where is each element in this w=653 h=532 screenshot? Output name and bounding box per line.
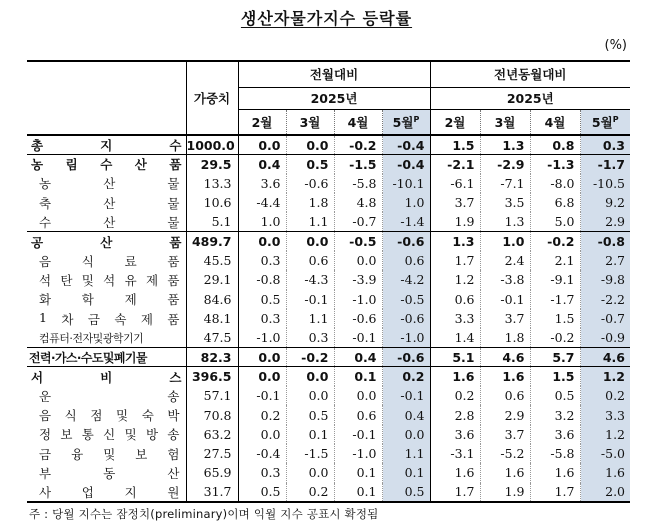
yoy-value-cell: 1.7 (430, 251, 480, 270)
mom-value-cell: -1.0 (334, 290, 382, 309)
table-row (27, 193, 630, 212)
yoy-value-cell: 1.3 (480, 135, 530, 155)
yoy-value-cell: -1.7 (580, 155, 630, 174)
yoy-value-cell: 3.3 (430, 309, 480, 328)
mom-value-cell: 0.0 (286, 386, 334, 405)
row-label: 금 융 및 보 험 (39, 446, 180, 462)
yoy-value-cell: -3.8 (480, 270, 530, 289)
mom-value-cell: 0.4 (238, 155, 286, 174)
table-row (27, 367, 630, 386)
table-row (27, 347, 630, 366)
row-label: 1 차 금 속 제 품 (39, 309, 180, 327)
mom-value-cell: 0.0 (238, 425, 286, 444)
row-label: 수 산 물 (39, 214, 180, 230)
yoy-value-cell: -0.2 (530, 328, 580, 347)
row-label: 화 학 제 품 (39, 292, 180, 308)
table-row (27, 135, 630, 155)
mom-value-cell: -1.0 (382, 328, 430, 347)
mom-value-cell: 0.0 (238, 135, 286, 155)
yoy-value-cell: 1.6 (430, 367, 480, 386)
yoy-value-cell: 0.2 (580, 386, 630, 405)
yoy-value-cell: 1.3 (430, 232, 480, 251)
mom-value-cell: 0.0 (286, 232, 334, 251)
yoy-value-cell: 3.6 (530, 425, 580, 444)
mom-value-cell: 0.3 (286, 328, 334, 347)
yoy-value-cell: 1.5 (530, 367, 580, 386)
header-mom-month-4: 5월$^P$ (382, 109, 430, 135)
mom-value-cell: -0.6 (382, 309, 430, 328)
yoy-value-cell: 0.5 (530, 386, 580, 405)
mom-value-cell: 0.1 (382, 463, 430, 482)
mom-value-cell: 0.6 (382, 251, 430, 270)
row-label: 공 산 품 (27, 232, 186, 251)
yoy-value-cell: 1.0 (480, 232, 530, 251)
table-row (27, 425, 630, 444)
mom-value-cell: 0.0 (238, 347, 286, 366)
mom-value-cell: -3.9 (334, 270, 382, 289)
row-label: 농 림 수 산 품 (27, 155, 186, 174)
yoy-value-cell: 5.0 (530, 212, 580, 231)
preliminary-mark: P (413, 114, 420, 124)
row-label: 컴퓨터·전자및광학기기 (39, 331, 144, 345)
mom-value-cell: -4.4 (238, 193, 286, 212)
yoy-value-cell: 9.2 (580, 193, 630, 212)
yoy-value-cell: 2.9 (480, 405, 530, 424)
yoy-value-cell: 3.6 (430, 425, 480, 444)
table-row (27, 270, 630, 289)
row-label: 사 업 지 원 (27, 483, 186, 502)
ppi-table (27, 60, 630, 503)
yoy-value-cell: 3.7 (480, 309, 530, 328)
mom-value-cell: -0.1 (334, 425, 382, 444)
mom-value-cell: -0.4 (382, 135, 430, 155)
row-label: 농 산 물 (39, 176, 180, 192)
yoy-value-cell: 3.5 (480, 193, 530, 212)
preliminary-mark: P (612, 114, 619, 124)
yoy-value-cell: 2.0 (580, 483, 630, 502)
mom-value-cell: -0.1 (334, 328, 382, 347)
yoy-value-cell: -0.8 (580, 232, 630, 251)
yoy-value-cell: 5.7 (530, 347, 580, 366)
yoy-value-cell: -1.7 (530, 290, 580, 309)
yoy-value-cell: 0.6 (430, 290, 480, 309)
row-label: 운 송 (39, 388, 180, 404)
weight-cell: 29.5 (186, 155, 238, 174)
yoy-value-cell: 1.6 (480, 463, 530, 482)
header-year-yoy: 2025년 (430, 87, 630, 109)
row-label: 음 식 료 품 (39, 253, 180, 269)
row-label: 서 비 스 (27, 367, 186, 386)
yoy-value-cell: -10.5 (580, 174, 630, 193)
table-row (27, 232, 630, 251)
header-mom-month-3: 4월 (334, 109, 382, 135)
mom-value-cell: 1.0 (382, 193, 430, 212)
mom-value-cell: 1.1 (382, 444, 430, 463)
weight-cell: 5.1 (186, 212, 238, 231)
yoy-value-cell: 2.9 (580, 212, 630, 231)
mom-value-cell: -0.1 (238, 386, 286, 405)
header-yoy-month-3: 4월 (530, 109, 580, 135)
mom-value-cell: -4.3 (286, 270, 334, 289)
mom-value-cell: 0.5 (238, 483, 286, 502)
mom-value-cell: 0.1 (334, 367, 382, 386)
table-row (27, 328, 630, 347)
yoy-value-cell: 2.8 (430, 405, 480, 424)
yoy-value-cell: -2.9 (480, 155, 530, 174)
yoy-value-cell: -0.1 (480, 290, 530, 309)
yoy-value-cell: -9.1 (530, 270, 580, 289)
mom-value-cell: 0.5 (286, 405, 334, 424)
header-mom: 전월대비 (238, 61, 430, 87)
weight-cell: 65.9 (186, 463, 238, 482)
yoy-value-cell: -2.2 (580, 290, 630, 309)
weight-cell: 63.2 (186, 425, 238, 444)
yoy-value-cell: 1.2 (430, 270, 480, 289)
yoy-value-cell: 1.6 (530, 463, 580, 482)
mom-value-cell: -10.1 (382, 174, 430, 193)
weight-cell: 396.5 (186, 367, 238, 386)
mom-value-cell: 0.6 (334, 405, 382, 424)
mom-value-cell: 0.0 (334, 251, 382, 270)
footnote: 주 : 당월 지수는 잠정치(preliminary)이며 익월 지수 공표시 확정됨 (29, 507, 379, 521)
mom-value-cell: 0.1 (286, 425, 334, 444)
table-row (27, 290, 630, 309)
mom-value-cell: 0.3 (238, 309, 286, 328)
mom-value-cell: 1.8 (286, 193, 334, 212)
table-row (27, 174, 630, 193)
mom-value-cell: -1.0 (334, 444, 382, 463)
mom-value-cell: 0.0 (334, 386, 382, 405)
mom-value-cell: 0.6 (286, 251, 334, 270)
mom-value-cell: 1.0 (238, 212, 286, 231)
mom-value-cell: 0.0 (286, 463, 334, 482)
mom-value-cell: -0.5 (382, 290, 430, 309)
mom-value-cell: -0.5 (334, 232, 382, 251)
mom-value-cell: -0.8 (238, 270, 286, 289)
header-yoy: 전년동월대비 (430, 61, 630, 87)
mom-value-cell: -0.6 (382, 232, 430, 251)
weight-cell: 29.1 (186, 270, 238, 289)
mom-value-cell: -0.6 (334, 309, 382, 328)
yoy-value-cell: -7.1 (480, 174, 530, 193)
weight-cell: 45.5 (186, 251, 238, 270)
header-mom-month-2: 3월 (286, 109, 334, 135)
row-label: 전력·가스·수도및폐기물 (27, 347, 186, 366)
yoy-value-cell: 2.4 (480, 251, 530, 270)
mom-value-cell: -1.4 (382, 212, 430, 231)
yoy-value-cell: 3.2 (530, 405, 580, 424)
yoy-value-cell: -5.2 (480, 444, 530, 463)
yoy-value-cell: 1.7 (430, 483, 480, 502)
mom-value-cell: -0.7 (334, 212, 382, 231)
yoy-value-cell: -0.2 (530, 232, 580, 251)
header-year-mom: 2025년 (238, 87, 430, 109)
yoy-value-cell: 1.6 (430, 463, 480, 482)
yoy-value-cell: 4.6 (480, 347, 530, 366)
weight-cell: 489.7 (186, 232, 238, 251)
mom-value-cell: 0.2 (382, 367, 430, 386)
yoy-value-cell: 3.3 (580, 405, 630, 424)
mom-value-cell: 0.0 (238, 232, 286, 251)
yoy-value-cell: -0.7 (580, 309, 630, 328)
page-title: 생산자물가지수 등락률 (240, 9, 413, 28)
weight-cell: 82.3 (186, 347, 238, 366)
mom-value-cell: 0.2 (238, 405, 286, 424)
yoy-value-cell: -6.1 (430, 174, 480, 193)
mom-value-cell: 0.5 (238, 290, 286, 309)
table-row (27, 251, 630, 270)
mom-value-cell: -0.4 (238, 444, 286, 463)
yoy-value-cell: 0.3 (580, 135, 630, 155)
yoy-value-cell: 2.1 (530, 251, 580, 270)
header-yoy-month-4: 5월$^P$ (580, 109, 630, 135)
weight-cell: 10.6 (186, 193, 238, 212)
row-label: 석 탄 및 석 유 제 품 (39, 272, 180, 288)
mom-value-cell: 3.6 (238, 174, 286, 193)
mom-value-cell: 0.3 (238, 251, 286, 270)
mom-value-cell: -0.1 (382, 386, 430, 405)
mom-value-cell: -1.5 (286, 444, 334, 463)
mom-value-cell: -5.8 (334, 174, 382, 193)
row-label: 부 동 산 (39, 465, 180, 481)
yoy-value-cell: -8.0 (530, 174, 580, 193)
row-label: 음 식 점 및 숙 박 (39, 408, 180, 423)
row-label: 총 지 수 (27, 135, 186, 155)
mom-value-cell: -0.4 (382, 155, 430, 174)
weight-cell: 27.5 (186, 444, 238, 463)
mom-value-cell: -0.6 (382, 347, 430, 366)
yoy-value-cell: -2.1 (430, 155, 480, 174)
weight-cell: 47.5 (186, 328, 238, 347)
header-corner (27, 61, 186, 135)
mom-value-cell: 0.1 (334, 483, 382, 502)
yoy-value-cell: -5.8 (530, 444, 580, 463)
header-yoy-month-2: 3월 (480, 109, 530, 135)
mom-value-cell: 0.4 (382, 405, 430, 424)
mom-value-cell: 0.3 (238, 463, 286, 482)
yoy-value-cell: -5.0 (580, 444, 630, 463)
yoy-value-cell: 5.1 (430, 347, 480, 366)
yoy-value-cell: 2.7 (580, 251, 630, 270)
weight-cell: 84.6 (186, 290, 238, 309)
yoy-value-cell: -9.8 (580, 270, 630, 289)
yoy-value-cell: 3.7 (480, 425, 530, 444)
mom-value-cell: -1.5 (334, 155, 382, 174)
header-mom-month-1: 2월 (238, 109, 286, 135)
weight-cell: 1000.0 (186, 135, 238, 155)
table-row (27, 444, 630, 463)
mom-value-cell: 0.0 (286, 367, 334, 386)
yoy-value-cell: 3.7 (430, 193, 480, 212)
yoy-value-cell: 4.6 (580, 347, 630, 366)
yoy-value-cell: 0.2 (430, 386, 480, 405)
yoy-value-cell: 1.6 (580, 463, 630, 482)
row-label: 정 보 통 신 및 방 송 (39, 427, 180, 443)
mom-value-cell: 4.8 (334, 193, 382, 212)
yoy-value-cell: 1.3 (480, 212, 530, 231)
mom-value-cell: 0.0 (382, 425, 430, 444)
table-row (27, 155, 630, 174)
header-yoy-month-1: 2월 (430, 109, 480, 135)
yoy-value-cell: 1.8 (480, 328, 530, 347)
yoy-value-cell: -0.9 (580, 328, 630, 347)
mom-value-cell: -4.2 (382, 270, 430, 289)
weight-cell: 31.7 (186, 483, 238, 502)
yoy-value-cell: 0.6 (480, 386, 530, 405)
mom-value-cell: -0.2 (334, 135, 382, 155)
table-row (27, 405, 630, 424)
mom-value-cell: 0.4 (334, 347, 382, 366)
mom-value-cell: 0.2 (286, 483, 334, 502)
header-weight: 가중치 (186, 61, 238, 135)
weight-cell: 57.1 (186, 386, 238, 405)
yoy-value-cell: 1.9 (430, 212, 480, 231)
yoy-value-cell: 1.5 (530, 309, 580, 328)
table-row (27, 463, 630, 482)
yoy-value-cell: 6.8 (530, 193, 580, 212)
yoy-value-cell: -3.1 (430, 444, 480, 463)
mom-value-cell: 1.1 (286, 309, 334, 328)
yoy-value-cell: 1.4 (430, 328, 480, 347)
yoy-value-cell: 1.2 (580, 367, 630, 386)
mom-value-cell: -0.2 (286, 347, 334, 366)
yoy-value-cell: -1.3 (530, 155, 580, 174)
mom-value-cell: -1.0 (238, 328, 286, 347)
weight-cell: 48.1 (186, 309, 238, 328)
mom-value-cell: 0.0 (238, 367, 286, 386)
mom-value-cell: -0.1 (286, 290, 334, 309)
mom-value-cell: 0.1 (334, 463, 382, 482)
row-label: 축 산 물 (39, 195, 180, 211)
yoy-value-cell: 1.7 (530, 483, 580, 502)
unit-label: (%) (604, 38, 627, 53)
mom-value-cell: 0.5 (382, 483, 430, 502)
table-row (27, 386, 630, 405)
yoy-value-cell: 0.8 (530, 135, 580, 155)
table-row (27, 309, 630, 328)
weight-cell: 70.8 (186, 405, 238, 424)
table-row (27, 212, 630, 231)
yoy-value-cell: 1.9 (480, 483, 530, 502)
yoy-value-cell: 1.2 (580, 425, 630, 444)
mom-value-cell: 0.5 (286, 155, 334, 174)
yoy-value-cell: 1.6 (480, 367, 530, 386)
mom-value-cell: 1.1 (286, 212, 334, 231)
table-row (27, 483, 630, 502)
mom-value-cell: -0.6 (286, 174, 334, 193)
yoy-value-cell: 1.5 (430, 135, 480, 155)
mom-value-cell: 0.0 (286, 135, 334, 155)
weight-cell: 13.3 (186, 174, 238, 193)
